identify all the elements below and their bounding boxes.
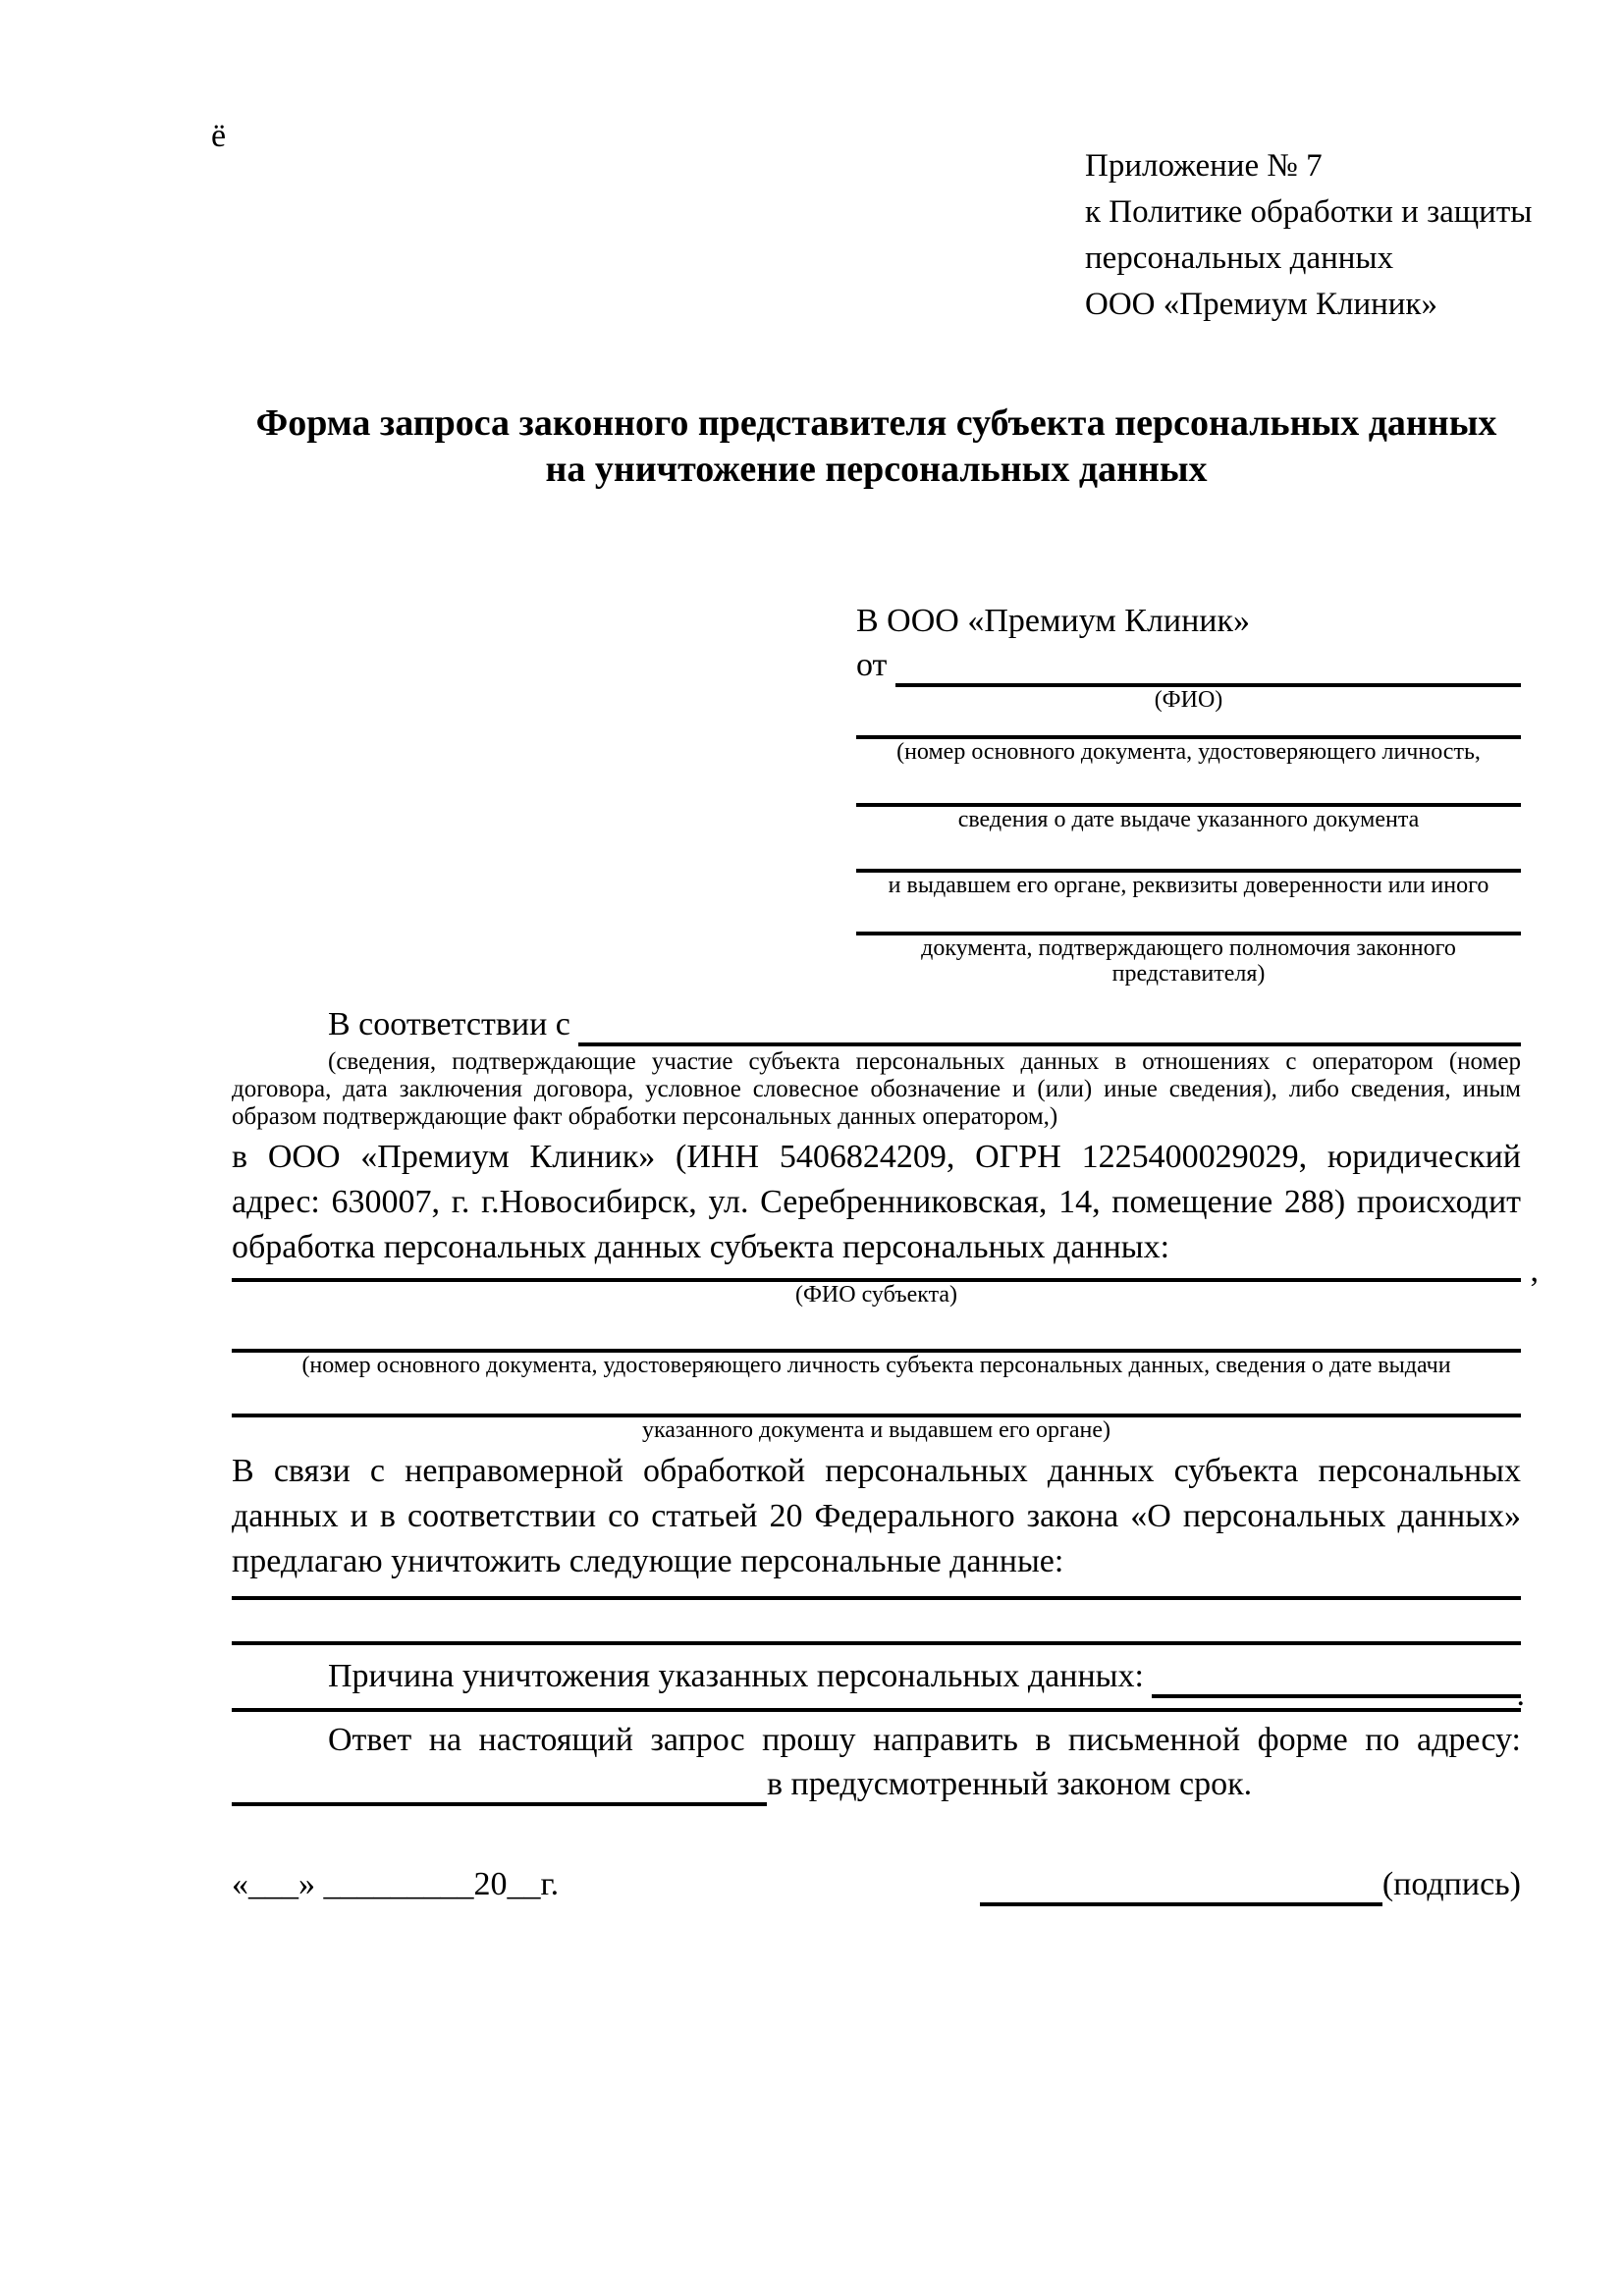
appendix-line-2: к Политике обработки и защиты <box>1085 194 1533 230</box>
addressee-caption-4: документа, подтверждающего полномочия законного представителя) <box>921 935 1456 987</box>
footer-row <box>232 1863 1521 1906</box>
addressee-caption-1: (номер основного документа, удостоверяющего личность, <box>896 739 1481 765</box>
addressee-blank-line-2 <box>856 765 1521 807</box>
subject-fio-blank-line <box>232 1272 1521 1282</box>
addressee-blank-line-1 <box>856 713 1521 739</box>
subject-doc-blank-line-1 <box>232 1308 1521 1353</box>
signature-blank-line <box>980 1896 1382 1906</box>
title-line-2: на уничтожение персональных данных <box>545 449 1208 490</box>
date-line: «___» _________20__г. <box>232 1866 560 1902</box>
fio-caption: (ФИО) <box>1154 687 1223 713</box>
from-label: от <box>856 647 895 683</box>
data-blank-line-1 <box>232 1584 1521 1600</box>
subject-doc-caption-2: указанного документа и выдавшем его органе) <box>641 1417 1111 1443</box>
subject-doc-blank-line-2 <box>232 1378 1521 1417</box>
accordance-blank-line <box>578 1037 1521 1046</box>
accordance-row <box>232 1003 1521 1046</box>
reason-label: Причина уничтожения указанных персональных данных: <box>328 1658 1153 1694</box>
addressee-caption-2: сведения о дате выдаче указанного документа <box>957 807 1420 832</box>
accordance-note: (сведения, подтверждающие участие субъекта персональных данных в отношениях с оператором (номер договора, дата заключения договора, условное словесное обозначение и (или) иные сведения), либо сведения, иным образом подтверждающие факт обработки персональных данных оператором,) <box>232 1048 1521 1130</box>
appendix-line-1: Приложение № 7 <box>1085 148 1323 184</box>
addressee-to: В ООО «Премиум Клиник» <box>856 603 1251 639</box>
footer-spacer <box>559 1863 980 1906</box>
addressee-blank-line-3 <box>856 832 1521 873</box>
reason-blank-line <box>1152 1688 1521 1698</box>
data-blank-line-2 <box>232 1600 1521 1645</box>
reply-line-2-text: в предусмотренный законом срок. <box>767 1766 1253 1802</box>
addressee-block <box>856 599 1521 987</box>
from-row <box>856 644 1521 687</box>
accordance-label: В соответствии с <box>328 1006 579 1042</box>
reason-suffix: . <box>1516 1677 1525 1713</box>
title-line-1: Форма запроса законного представителя субъекта персональных данных <box>255 402 1497 444</box>
reason-row <box>232 1655 1521 1698</box>
body-block <box>232 1003 1539 1806</box>
reason-blank-line-2 <box>232 1702 1521 1712</box>
unlawful-paragraph: В связи с неправомерной обработкой персональных данных субъекта персональных данных и в соответствии со статьей 20 Федерального закона «О персональных данных» предлагаю уничтожить следующие персональные данные: <box>232 1453 1521 1579</box>
addressee-blank-line-4 <box>856 898 1521 935</box>
addressee-caption-3: и выдавшем его органе, реквизиты доверенности или иного <box>888 873 1489 898</box>
appendix-line-4: ООО «Премиум Клиник» <box>1085 287 1437 322</box>
reply-address-blank-line <box>232 1796 767 1806</box>
subject-fio-suffix: , <box>1530 1253 1539 1289</box>
appendix-line-3: персональных данных <box>1085 240 1394 276</box>
subject-fio-caption: (ФИО субъекта) <box>794 1282 958 1308</box>
operator-paragraph: в ООО «Премиум Клиник» (ИНН 5406824209, ОГРН 1225400029029, юридический адрес: 630007, г. г.Новосибирск, ул. Серебренниковская, 14, помещение 288) происходит обработка персональных данных субъекта персональных данных: <box>232 1139 1521 1265</box>
signature-caption: (подпись) <box>1381 1866 1521 1902</box>
reason-blank-row-2 <box>232 1677 1525 1713</box>
reply-paragraph-line-2 <box>232 1763 1521 1806</box>
from-blank-line <box>895 677 1521 687</box>
subject-fio-blank-row <box>232 1253 1539 1289</box>
appendix-note <box>1085 143 1532 328</box>
reply-paragraph-line-1: Ответ на настоящий запрос прошу направить в письменной форме по адресу: <box>328 1722 1521 1758</box>
document-title <box>232 400 1521 493</box>
subject-doc-caption-1: (номер основного документа, удостоверяющего личность субъекта персональных данных, сведения о дате выдачи <box>301 1353 1451 1378</box>
stray-char: ё <box>211 118 227 154</box>
